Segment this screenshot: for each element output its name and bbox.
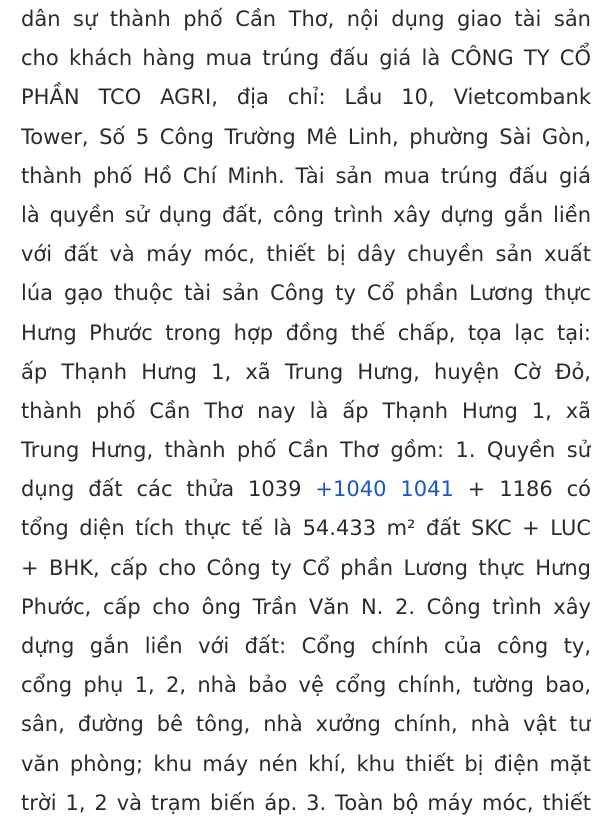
text-line: thành phố Cần Thơ nay là ấp Thạnh Hưng 1, xã <box>21 398 591 423</box>
text-line: cho khách hàng mua trúng đấu giá là CÔNG TY CỔ <box>21 46 591 71</box>
text-line: với đất và máy móc, thiết bị dây chuyền sản xuất <box>21 242 591 267</box>
text-line: Phước, cấp cho ông Trần Văn N. 2. Công trình xây <box>21 594 591 619</box>
text-line: tổng diện tích thực tế là 54.433 m² đất SKC + LUC <box>21 516 591 541</box>
text-line: văn phòng; khu máy nén khí, khu thiết bị điện mặt <box>21 751 591 776</box>
text-line: trời 1, 2 và trạm biến áp. 3. Toàn bộ máy móc, thiết <box>21 790 591 815</box>
text-line: là quyền sử dụng đất, công trình xây dựng gắn liền <box>21 202 591 227</box>
text-line: ấp Thạnh Hưng 1, xã Trung Hưng, huyện Cờ Đỏ, <box>21 359 591 384</box>
text-segment: dụng đất các thửa 1039 <box>21 477 316 502</box>
text-line: thành phố Hồ Chí Minh. Tài sản mua trúng đấu giá <box>21 163 591 188</box>
text-line: Hưng Phước trong hợp đồng thế chấp, tọa lạc tại: <box>21 320 591 345</box>
text-line: cổng phụ 1, 2, nhà bảo vệ cổng chính, tường bao, <box>21 673 591 698</box>
text-line: lúa gạo thuộc tài sản Công ty Cổ phần Lương thực <box>21 281 591 306</box>
text-line: PHẦN TCO AGRI, địa chỉ: Lầu 10, Vietcombank <box>21 85 591 110</box>
text-line: + BHK, cấp cho Công ty Cổ phần Lương thực Hưng <box>21 555 591 580</box>
text-line: Trung Hưng, thành phố Cần Thơ gồm: 1. Quyền sử <box>21 438 591 463</box>
text-line-with-link <box>21 470 591 509</box>
parcel-number-link[interactable]: +1040 1041 <box>315 477 454 502</box>
text-line: dựng gắn liền với đất: Cổng chính của công ty, <box>21 634 591 658</box>
article-body-text <box>21 0 591 823</box>
text-line: Tower, Số 5 Công Trường Mê Linh, phường Sài Gòn, <box>21 124 591 149</box>
text-line: dân sự thành phố Cần Thơ, nội dụng giao tài sản <box>21 7 591 31</box>
text-line: sân, đường bê tông, nhà xưởng chính, nhà vật tư <box>21 712 591 737</box>
text-segment: + 1186 có <box>453 477 591 502</box>
